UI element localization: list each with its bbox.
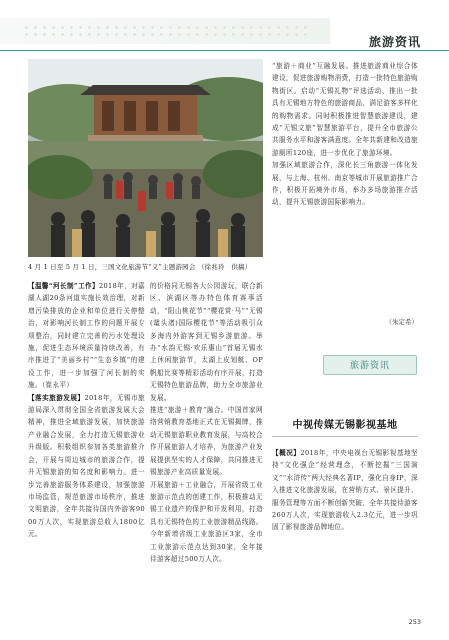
paragraph-label: 【概况】 [272, 449, 301, 457]
travel-info-label: 旅游资讯 [349, 361, 390, 371]
header-rule [0, 50, 449, 51]
author-credit: （崔永平） [41, 381, 74, 390]
page-header [0, 0, 449, 54]
paragraph [28, 392, 145, 541]
travel-info-box [323, 355, 417, 375]
paragraph [28, 280, 145, 392]
paragraph-text: 2018年，对嘉湖人湖20条河道实施长效治理，对新增污染排放的企业和单位进行关停整治，对影响河长制工作的问题开展专项整治，同时建立完善的污水处理设施，促进生态环境质量持续改善，有序推进了“美丽乡村”“生态乡镇”的建设工作，进一步加强了河长制的实施。 [28, 282, 145, 390]
header-dot-pattern [22, 24, 312, 38]
paragraph: “旅游＋商业”互融发展。推进旅游商业综合体建设，促进旅游购物消费，打造一批特色旅游购物街区。启动“无锡礼物”评选活动，推出一批具有无锡地方特色的旅游商品，满足游客多样化的购物需求。同时积极推进智慧旅游建设，建成“无锡文旅”智慧旅游平台，提升全市旅游公共服务水平和游客满意度。全年共新建和改造旅游厕所120座，进一步优化了旅游环境。 [272, 62, 418, 157]
article-title: 中视传媒无锡影视基地 [292, 420, 398, 431]
title-rule [272, 436, 418, 437]
paragraph: 加强区域旅游合作，深化长三角旅游一体化发展，与上海、杭州、南京等城市开展旅游推广合作，积极开拓境外市场，举办多场旅游推介活动，提升无锡旅游国际影响力。 [272, 161, 418, 207]
paragraph [272, 447, 418, 534]
page-number: 253 [408, 618, 421, 626]
paragraph: 开展旅游＋工业融合，开展省级工业旅游示范点的创建工作，积极推动无锡工业遗产的保护和开发利用，打造具有无锡特色的工业旅游精品线路。今年新增省级工业旅游区3家，全市工业旅游示范点达到30家，全年接待游客超过500万人次。 [150, 480, 263, 563]
paragraph: 的价格同无锡各大公园游玩，联合新区、滨湖区等办特色体育赛事活动，“阳山桃花节”“樱花赏·马”“无锡(鼋头渚)国际樱花节”等活动吸引众多海内外游客到无锡乡游旅游。举办“水韵无锡·欢乐惠山”首届无锡水上休闲旅游节，太湖上皮划艇、OP帆船比赛等精彩活动有序开展，打造无锡特色旅游品牌，助力全市旅游业发展。 [150, 282, 263, 402]
paragraph-text: 2018年，中央电视台无锡影视基地坚持“文化强企”经营理念，不断挖掘“三国演义”“水浒传”两大经典名著IP，强化自身IP，深入推进文化旅游发展，在营销方式、景区提升、服务管理等方面不断创新突破，全年共接待游客260万人次，实现旅游收入2.3亿元，进一步巩固了影视旅游品牌地位。 [272, 449, 418, 532]
paragraph-label: 【温馨“河长制”工作】 [28, 282, 99, 290]
column-3 [272, 60, 418, 209]
column-1 [28, 280, 145, 541]
author-credit: （朱定希） [385, 318, 418, 326]
paragraph: 推进“旅游＋教育”融合。中国首家网络营销教育基地正式在无锡揭牌，推动无锡旅游职业教育发展，与高校合作开展旅游人才培养，为旅游产业发展提供坚实的人才保障，共同推进无锡旅游产业高质量发展。 [150, 406, 263, 477]
festival-photo [28, 59, 263, 257]
photo-caption: 4 月 1 日至 5 月 1 日，三国文化旅游节“义”主题游园会 （徐兆玲 供稿） [28, 263, 252, 271]
festival-photo-illustration [28, 59, 263, 257]
section-title: 旅游资讯 [368, 35, 421, 49]
paragraph-label: 【落实旅游发展】 [28, 393, 85, 402]
paragraph-text: 2018年，无锡市旅游局深入贯彻全国全省旅游发展大会精神，推进全域旅游发展，加快旅游产业融合发展，全力打造无锡旅游业升级版。积极组织参加各类旅游推介会，开展与周边城市的旅游合作，提升无锡旅游的知名度和影响力。进一步完善旅游服务体系建设，加强旅游市场监管，规范旅游市场秩序，推进文明旅游，全年共接待国内外游客9000万人次，实现旅游总收入1800亿元。 [28, 393, 145, 539]
article-body [272, 447, 418, 534]
column-2 [150, 280, 263, 565]
